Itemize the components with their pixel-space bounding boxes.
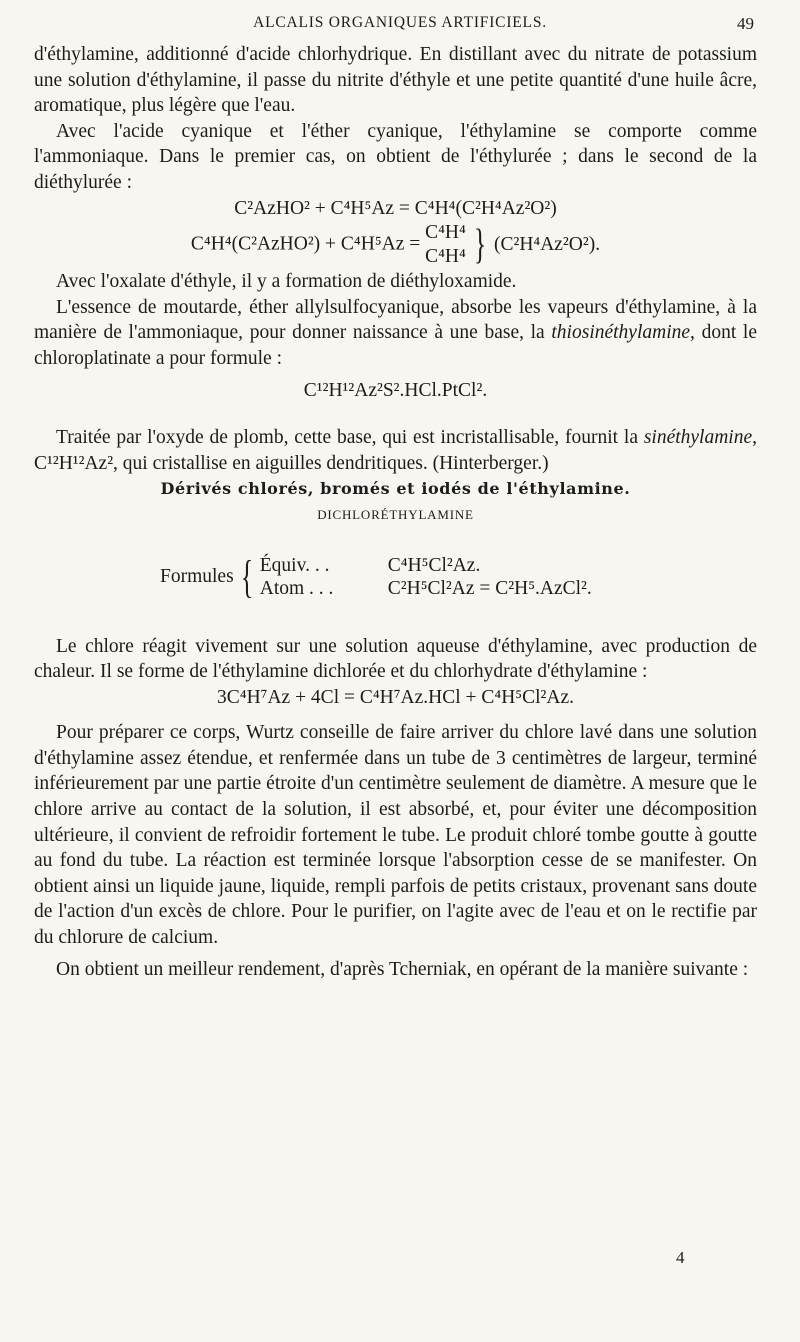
equation-diethylurea-right: (C²H⁴Az²O²). xyxy=(493,234,601,256)
curly-brace-icon: } xyxy=(473,222,486,269)
formula-atom-label: Atom . . . xyxy=(259,577,334,599)
thiosinethylamine-term: thiosinéthylamine xyxy=(551,322,691,344)
lead-text-b: , C¹²H¹²Az², qui cristallise en aiguilles dendritiques. (Hinterberger.) xyxy=(34,427,757,474)
signature-number: 4 xyxy=(676,1248,685,1267)
page-number: 49 xyxy=(737,14,754,33)
paragraph-preparation: Pour préparer ce corps, Wurtz conseille de faire arriver du chlore lavé dans une solution d'éthylamine assez étendue, et renfermée dans un tube de 3 centimètres de largeur, terminé inférieurement par une partie étroite d'un centimètre seulement de diamètre. A mesure que le chlore arrive au contact de la solution, il est absorbé, et, pour éviter une décomposition ultérieure, il convient de refroidir fortement le tube. Le produit chloré tombe goutte à goutte au fond du tube. La réaction est terminée lorsque l'absorption cesse de se manifester. On obtient ainsi un liquide jaune, liquide, rempli parfois de petits cristaux, provenant sans doute de l'action d'un excès de chlore. Pour le purifier, on l'agite avec de l'eau et on le rectifie par du chlorure de calcium. xyxy=(34,722,757,949)
equation-diethylurea xyxy=(34,221,757,269)
equation-chloroplatinate: C¹²H¹²Az²S².HCl.PtCl². xyxy=(303,379,488,401)
section-title: Dérivés chlorés, bromés et iodés de l'éthylamine. xyxy=(160,479,631,499)
sinethylamine-term: sinéthylamine xyxy=(643,427,753,449)
running-title: ALCALIS ORGANIQUES ARTIFICIELS. xyxy=(253,14,547,31)
mustard-text-a: L'essence de moutarde, éther allylsulfocyanique, absorbe les vapeurs d'éthylamine, à la manière de l'ammoniaque, pour donner naissance à une base, la xyxy=(34,296,757,344)
paragraph-lead-oxide xyxy=(34,425,757,476)
formulas-rows xyxy=(260,554,592,600)
formulas-block xyxy=(160,550,757,602)
paragraph-mustard xyxy=(34,295,757,372)
formula-row-equiv xyxy=(260,554,592,577)
equation-brace-bottom: C⁴H⁴ xyxy=(425,246,466,268)
paragraph-nitrite: d'éthylamine, additionné d'acide chlorhydrique. En distillant avec du nitrate de potassium une solution d'éthylamine, il passe du nitrite d'éthyle et une petite quantité d'une huile âcre, aromatique, plus légère que l'eau. xyxy=(34,44,757,117)
paragraph-chlorine: Le chlore réagit vivement sur une solution aqueuse d'éthylamine, avec production de chaleur. Il se forme de l'éthylamine dichlorée et du chlorhydrate d'éthylamine : xyxy=(34,635,757,683)
page-header xyxy=(0,14,800,38)
equation-diethylurea-left: C⁴H⁴(C²AzHO²) + C⁴H⁵Az = xyxy=(190,233,426,255)
curly-brace-icon: { xyxy=(240,550,253,602)
mustard-text-b: , dont le chloroplatinate a pour formule : xyxy=(34,322,757,369)
formula-equiv-label: Équiv. . . xyxy=(259,554,330,576)
equation-ethylurea: C²AzHO² + C⁴H⁵Az = C⁴H⁴(C²H⁴Az²O²) xyxy=(234,197,557,219)
paragraph-oxalate: Avec l'oxalate d'éthyle, il y a formation de diéthyloxamide. xyxy=(56,271,517,293)
equation-brace-top: C⁴H⁴ xyxy=(425,222,466,244)
equation-chlorination: 3C⁴H⁷Az + 4Cl = C⁴H⁷Az.HCl + C⁴H⁵Cl²Az. xyxy=(217,686,574,708)
formulas-label: Formules xyxy=(160,565,234,587)
lead-text-a: Traitée par l'oxyde de plomb, cette base, qui est incristallisable, fournit la xyxy=(56,427,644,449)
page-body xyxy=(34,42,757,982)
subsection-title: DICHLORÉTHYLAMINE xyxy=(317,506,474,522)
formula-equiv-value: C⁴H⁵Cl²Az. xyxy=(387,554,481,576)
equation-brace-group xyxy=(425,221,600,269)
paragraph-cyanic: Avec l'acide cyanique et l'éther cyanique, l'éthylamine se comporte comme l'ammoniaque. Dans le premier cas, on obtient de l'éthylurée ; dans le second de la diéthylurée : xyxy=(34,120,757,193)
paragraph-tcherniak: On obtient un meilleur rendement, d'après Tcherniak, en opérant de la manière suivante : xyxy=(56,958,749,980)
formula-atom-value: C²H⁵Cl²Az = C²H⁵.AzCl². xyxy=(387,577,592,599)
formula-row-atom xyxy=(260,577,592,600)
